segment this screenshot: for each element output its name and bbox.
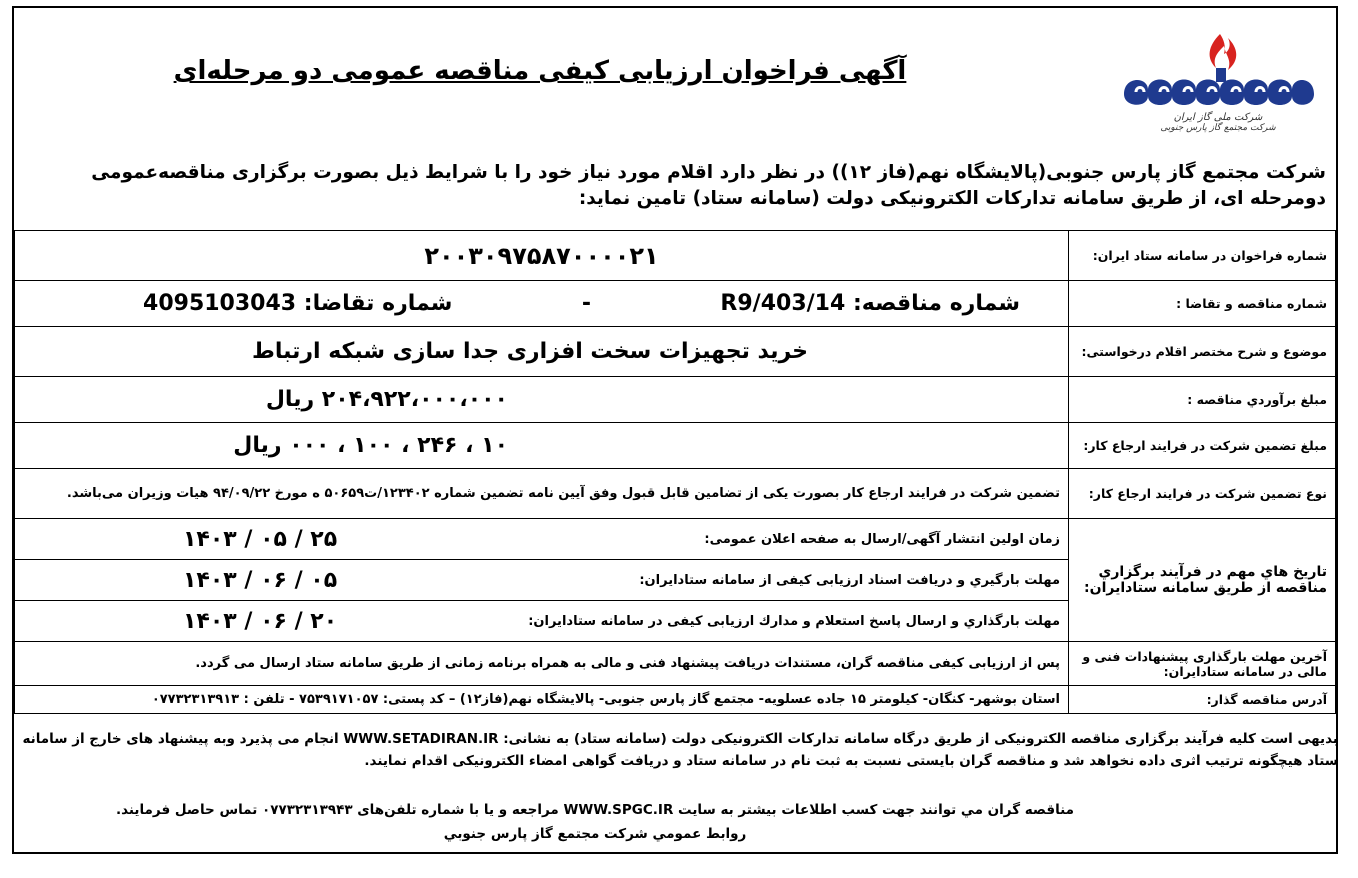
date-row-upload: مهلت بارگذاري و ارسال پاسخ استعلام و مدارك ارزیابی کیفی در سامانه ستادایران: ۱۴۰۳ / ۰۶ / ۲۰: [15, 601, 1069, 642]
call-number-label: شماره فراخوان در سامانه ستاد ایران:: [1069, 231, 1336, 281]
logo-name-line2: شرکت مجتمع گاز پارس جنوبی: [1160, 123, 1276, 133]
notice-intro: شرکت مجتمع گاز پارس جنوبی(پالایشگاه نهم(فاز ۱۲)) در نظر دارد اقلام مورد نیاز خود را با شرایط ذیل بصورت برگزاری مناقصه‌عمومی دومرحله ای، از طریق سامانه تدارکات الکترونیکی دولت (سامانه ستاد) تامین نماید:: [91, 162, 1326, 209]
dates-label: تاریخ هاي مهم در فرآیند برگزاري مناقصه از طریق سامانه ستادایران:: [1069, 519, 1336, 642]
estimate-label: مبلغ برآوردي مناقصه :: [1069, 377, 1336, 423]
estimate-value: ۲۰۴،۹۲۲،۰۰۰،۰۰۰ ریال: [15, 377, 1069, 423]
subject-label: موضوع و شرح مختصر اقلام درخواستی:: [1069, 327, 1336, 377]
guarantee-type-value: تضمین شرکت در فرایند ارجاع کار بصورت یکی از تضامین قابل قبول وفق آیین نامه تضمین شماره ۱۲۳۴۰۲/ت۵۰۶۵۹ ه مورخ ۹۴/۰۹/۲۲ هیات وزیران می‌باشد.: [15, 469, 1069, 519]
guarantee-type-label: نوع تضمین شرکت در فرایند ارجاع کار:: [1069, 469, 1336, 519]
date-row-publish: زمان اولین انتشار آگهی/ارسال به صفحه اعلان عمومی: ۱۴۰۳ / ۰۵ / ۲۵: [15, 519, 1069, 560]
deadline-value: پس از ارزیابی کیفی مناقصه گران، مستندات دریافت پیشنهاد فنی و مالی به همراه برنامه زمانی از طریق سامانه ستاد ارسال می گردد.: [15, 642, 1069, 686]
deadline-label: آخرین مهلت بارگذاری پیشنهادات فنی و مالی در سامانه ستادایران:: [1069, 642, 1336, 686]
guarantee-amount-label: مبلغ تضمین شرکت در فرایند ارجاع کار:: [1069, 423, 1336, 469]
request-number: شماره تقاضا: 4095103043: [143, 291, 453, 316]
footer-contact-block: [20, 798, 1170, 846]
address-value: استان بوشهر- کنگان- کیلومتر ۱۵ جاده عسلویه- مجتمع گاز پارس جنوبی- پالایشگاه نهم(فاز۱۲) – کد پستی: ۷۵۳۹۱۷۱۰۵۷ - تلفن : ۰۷۷۳۲۳۱۳۹۱۳: [15, 686, 1069, 714]
subject-value: خرید تجهیزات سخت افزاری جدا سازی شبکه ارتباط: [15, 327, 1069, 377]
footer-note: بدیهی است کلیه فرآیند برگزاری مناقصه الکترونیکی از طریق درگاه سامانه تدارکات الکترونیکی دولت (سامانه ستاد) به نشانی: WWW.SETADIRAN.IR انجام می پذیرد وبه پیشنهاد های خارج از سامانه ستاد هیچگونه ترتیب اثری داده نخواهد شد و مناقصه گران بایستی نسبت به ثبت نام در سامانه ستاد و دریافت گواهی امضاء الکترونیکی اقدام نمایند.: [22, 731, 1338, 769]
tender-number-label: شماره مناقصه و تقاضا :: [1069, 281, 1336, 327]
tender-details-table: [14, 230, 1336, 714]
notice-title: آگهی فراخوان ارزیابی کیفی مناقصه عمومی دو مرحله‌ای: [173, 56, 907, 86]
company-logo: [1108, 24, 1328, 148]
tender-number: شماره مناقصه: R9/403/14: [720, 291, 1020, 316]
address-label: آدرس مناقصه گذار:: [1069, 686, 1336, 714]
call-number-value: ۲۰۰۳۰۹۷۵۸۷۰۰۰۰۲۱: [424, 241, 659, 270]
guarantee-amount-value: ۱۰ ، ۲۴۶ ، ۱۰۰ ، ۰۰۰ ریال: [15, 423, 1069, 469]
footer-contact: مناقصه گران مي توانند جهت كسب اطلاعات بيشتر به سايت WWW.SPGC.IR مراجعه و يا با شماره تلفن‌های ۰۷۷۳۲۳۱۳۹۴۳ تماس حاصل فرمايند.: [115, 802, 1075, 818]
date-row-download: مهلت بارگیري و دریافت اسناد ارزیابی کیفی از سامانه ستادایران: ۱۴۰۳ / ۰۶ / ۰۵: [15, 560, 1069, 601]
tender-separator: -: [581, 291, 591, 316]
logo-name-line1: شرکت ملی گاز ایران: [1173, 112, 1263, 123]
footer-signature: روابط عمومي شركت مجتمع گاز پارس جنوبي: [443, 826, 747, 842]
nigc-logo-icon: [1108, 24, 1328, 114]
